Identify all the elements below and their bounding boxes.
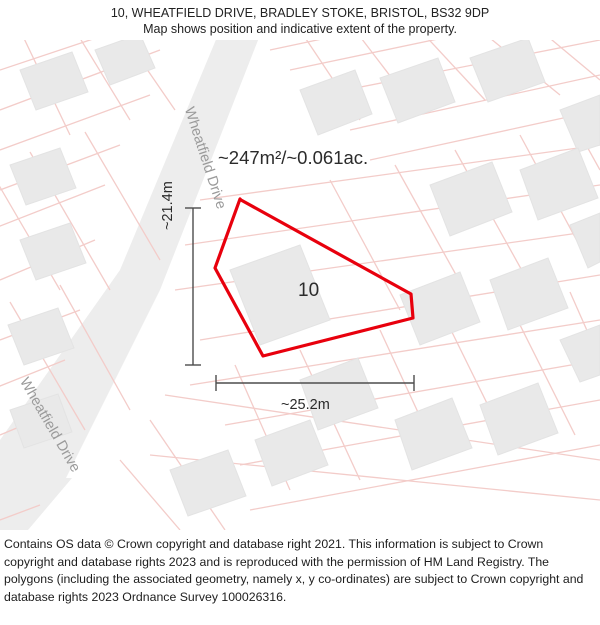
street-label-wheatfield-drive-bottom: Wheatfield Drive (16, 375, 84, 476)
page-header (0, 0, 600, 40)
street-label-wheatfield-drive-top: Wheatfield Drive (180, 105, 229, 212)
copyright-text: Contains OS data © Crown copyright and database right 2021. This information is subject to Crown copyright and database rights 2023 and is reproduced with the permission of HM Land Registry. The polygons (including the associated geometry, namely x, y co-ordinates) are subject to Crown copyright and database rights 2023 Ordnance Survey 100026316. (4, 537, 584, 604)
height-dimension-label: ~21.4m (160, 181, 176, 230)
map-canvas[interactable] (0, 40, 600, 530)
copyright-footer (0, 530, 600, 625)
page-subtitle: Map shows position and indicative extent of the property. (143, 22, 457, 36)
plot-number-label: 10 (298, 280, 320, 301)
width-dimension-label: ~25.2m (281, 397, 330, 413)
area-label: ~247m²/~0.061ac. (218, 147, 369, 168)
page-title: 10, WHEATFIELD DRIVE, BRADLEY STOKE, BRISTOL, BS32 9DP (110, 6, 490, 20)
